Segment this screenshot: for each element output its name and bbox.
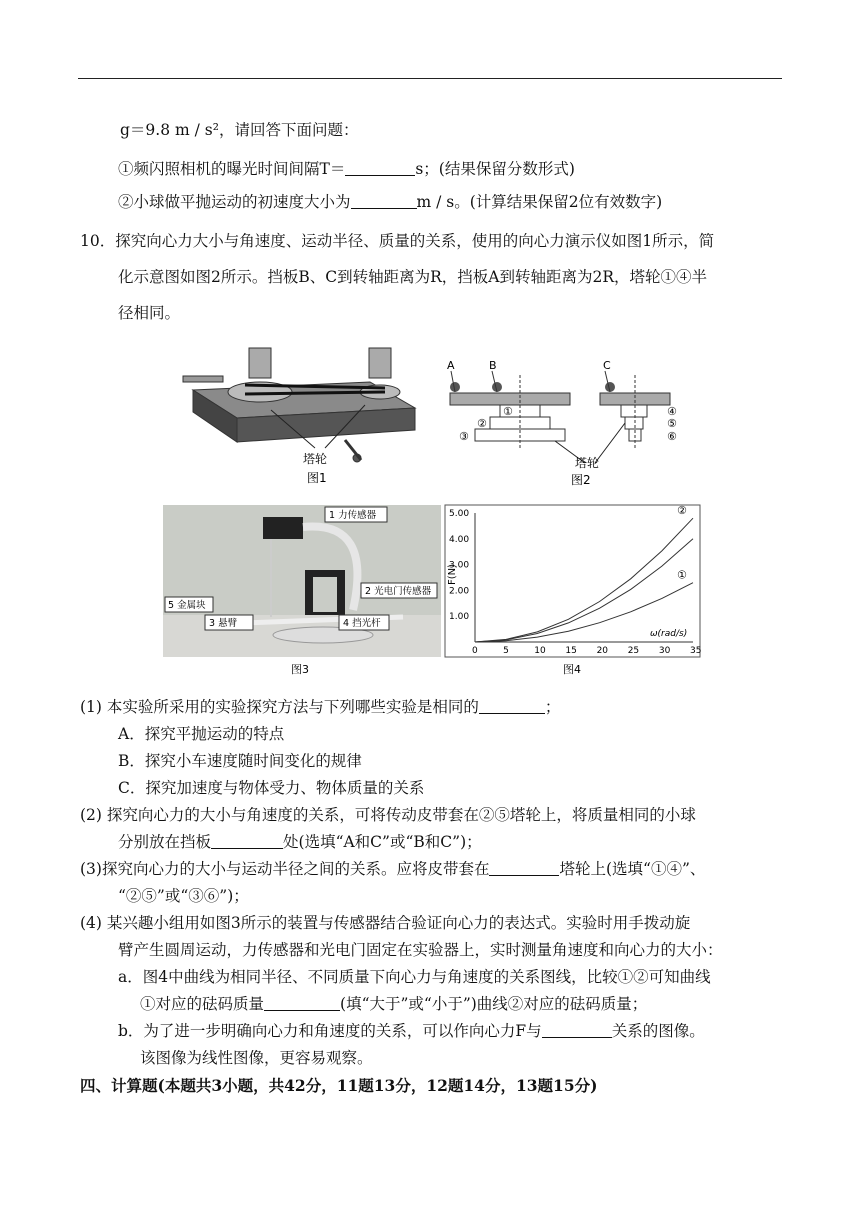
- fig1-caption: 图1: [307, 471, 327, 485]
- sub4-line1: (4) 某兴趣小组用如图3所示的装置与传感器结合验证向心力的表达式。实验时用手拨动旋: [80, 914, 691, 932]
- fig3-label-3: 3 悬臂: [209, 618, 238, 629]
- answer-blank[interactable]: [489, 860, 559, 877]
- fig3-caption: 图3: [291, 663, 309, 676]
- q10-line1: 10．探究向心力大小与角速度、运动半径、质量的关系，使用的向心力演示仪如图1所示，简: [80, 232, 715, 250]
- sub1-option-b: B．探究小车速度随时间变化的规律: [118, 752, 362, 770]
- x-tick-label: 15: [565, 646, 577, 656]
- answer-blank[interactable]: [345, 160, 415, 177]
- section-4-heading: 四、计算题(本题共3小题，共42分，11题13分，12题14分，13题15分): [80, 1076, 598, 1095]
- y-tick-label: 3.00: [449, 560, 470, 571]
- x-tick-label: 25: [627, 646, 640, 656]
- fig3-label-4: 4 挡光杆: [343, 618, 381, 629]
- figure-2: [445, 355, 690, 490]
- figure-4-chart: [445, 505, 700, 677]
- q10-line2: 化示意图如图2所示。挡板B、C到转轴距离为R，挡板A到转轴距离为2R，塔轮①④半: [118, 268, 708, 286]
- fig2-B: B: [489, 359, 497, 372]
- prev-q2: ②小球做平抛运动的初速度大小为 m / s。(计算结果保留2位有效数字): [118, 193, 663, 211]
- x-tick-label: 10: [534, 646, 546, 656]
- answer-blank[interactable]: [264, 995, 340, 1012]
- fig2-wheel-2: ②: [477, 417, 487, 430]
- sub1-option-a: A．探究平抛运动的特点: [118, 725, 285, 743]
- sub2-line2: 分别放在挡板 处(选填“A和C”或“B和C”)；: [118, 833, 482, 851]
- answer-blank[interactable]: [542, 1022, 612, 1039]
- sub4-b-line1: b．为了进一步明确向心力和角速度的关系，可以作向心力F与 关系的图像。: [118, 1022, 705, 1040]
- x-axis-label: ω(rad/s): [650, 629, 688, 639]
- sub1-option-c: C．探究加速度与物体受力、物体质量的关系: [118, 779, 425, 797]
- fig2-wheel-1: ①: [503, 405, 513, 418]
- answer-blank[interactable]: [351, 193, 417, 210]
- prev-q1: ①频闪照相机的曝光时间间隔T＝ s；(结果保留分数形式): [118, 160, 575, 178]
- sub1-stem: (1) 本实验所采用的实验探究方法与下列哪些实验是相同的 ；: [80, 698, 561, 716]
- answer-blank[interactable]: [479, 698, 545, 715]
- y-tick-label: 1.00: [449, 612, 470, 623]
- fig4-caption: 图4: [563, 663, 581, 676]
- answer-blank[interactable]: [211, 833, 283, 850]
- q10-line3: 径相同。: [118, 304, 181, 322]
- series-label: ①: [677, 568, 687, 582]
- fig3-label-2: 2 光电门传感器: [365, 586, 432, 597]
- fig2-wheel-5: ⑤: [667, 417, 677, 430]
- figure-3: [163, 505, 441, 677]
- sub4-a-line2: ①对应的砝码质量 (填“大于”或“小于”)曲线②对应的砝码质量；: [140, 995, 648, 1013]
- fig2-C: C: [603, 359, 611, 372]
- x-tick-label: 0: [472, 646, 478, 656]
- header-rule: [78, 78, 782, 79]
- figure-1: [175, 330, 425, 490]
- fig2-wheel-3: ③: [459, 430, 469, 443]
- sub4-a-line1: a．图4中曲线为相同半径、不同质量下向心力与角速度的关系图线，比较①②可知曲线: [118, 968, 711, 986]
- y-tick-label: 5.00: [449, 509, 470, 519]
- fig2-wheel-4: ④: [667, 405, 677, 418]
- sub3-line1: (3)探究向心力的大小与运动半径之间的关系。应将皮带套在 塔轮上(选填“①④”、: [80, 860, 706, 878]
- x-tick-label: 5: [503, 646, 509, 656]
- sub2-line1: (2) 探究向心力的大小与角速度的关系，可将传动皮带套在②⑤塔轮上，将质量相同的小球: [80, 806, 696, 824]
- x-tick-label: 30: [658, 646, 671, 656]
- y-axis-label: F(N): [447, 563, 458, 585]
- fig2-wheel-6: ⑥: [667, 430, 677, 443]
- gravity-line: g＝9.8 m / s²，请回答下面问题：: [120, 121, 359, 139]
- fig3-label-5: 5 金属块: [168, 600, 206, 611]
- y-tick-label: 2.00: [449, 586, 470, 597]
- sub3-line2: “②⑤”或“③⑥”)；: [118, 887, 249, 905]
- sub4-b-line2: 该图像为线性图像，更容易观察。: [140, 1049, 373, 1067]
- x-tick-label: 20: [596, 646, 609, 656]
- fig2-label: 塔轮: [575, 456, 600, 470]
- fig2-A: A: [447, 359, 455, 372]
- fig3-label-1: 1 力传感器: [329, 510, 377, 521]
- series-label: ②: [677, 504, 687, 518]
- fig2-caption: 图2: [571, 473, 591, 487]
- sub4-line2: 臂产生圆周运动，力传感器和光电门固定在实验器上，实时测量角速度和向心力的大小：: [118, 941, 723, 959]
- y-tick-label: 4.00: [449, 534, 470, 545]
- fig1-label: 塔轮: [303, 452, 328, 466]
- x-tick-label: 35: [690, 646, 702, 656]
